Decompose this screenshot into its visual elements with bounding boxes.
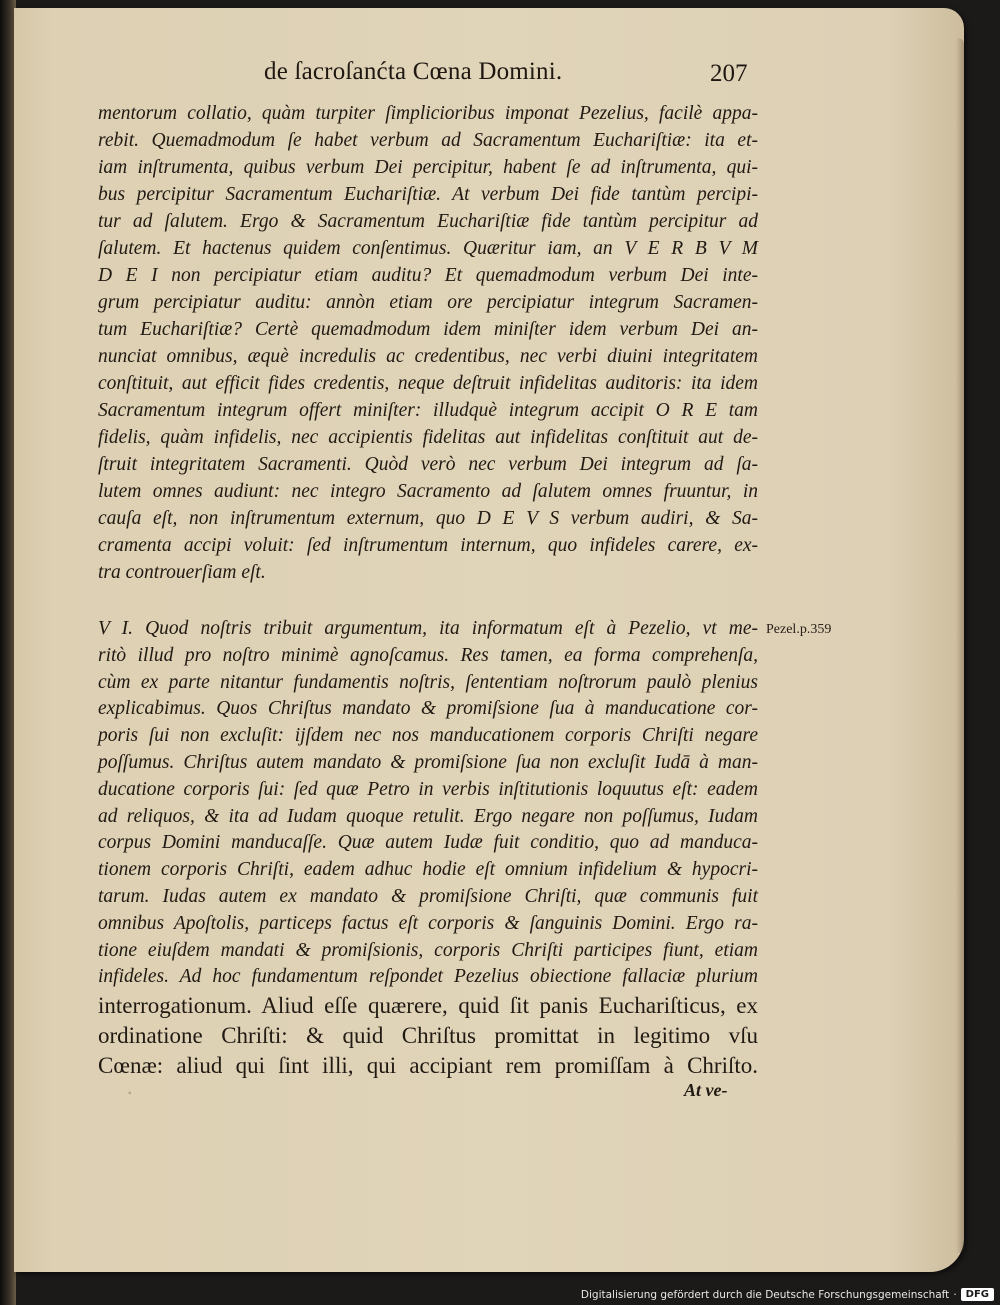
text-line: lutem omnes audiunt: nec integro Sacramento ad ſalutem omnes fruuntur, in	[98, 481, 758, 502]
text-line: ordinatione Chriſti: & quid Chriſtus promittat in legitimo vſu	[98, 1023, 758, 1049]
text-line: omnibus Apoſtolis, particeps factus eſt corporis & ſanguinis Domini. Ergo ra-	[98, 912, 758, 934]
text-line: ducatione corporis ſui: ſed quæ Petro in verbis inſtitutionis loquutus eſt: eadem	[98, 778, 758, 800]
text-line: bus percipitur Sacramentum Euchariſtiæ. At verbum Dei fide tantùm percipi-	[98, 184, 758, 205]
text-line: cùm ex parte nitantur fundamentis noſtris, ſententiam noſtrorum paulò plenius	[98, 671, 758, 693]
text-line: nunciat omnibus, æquè incredulis ac credentibus, nec verbi diuini integritatem	[98, 346, 758, 367]
running-head: de ſacroſanćta Cœna Domini.	[264, 58, 563, 85]
paragraph-1	[98, 100, 758, 586]
text-line: infideles. Ad hoc fundamentum reſpondet Pezelius obiectione fallaciæ plurium	[98, 966, 758, 988]
text-line: ritò illud pro noſtro minimè agnoſcamus. Res tamen, ea forma comprehenſa,	[98, 644, 758, 666]
text-line: Sacramentum integrum offert miniſter: illudquè integrum accipit O R E tam	[98, 400, 758, 421]
text-line: poris ſui non excluſit: ijſdem nec nos manducationem corporis Chriſti negare	[98, 725, 758, 747]
text-line: mentorum collatio, quàm turpiter ſimplicioribus imponat Pezelius, facilè appa-	[98, 103, 758, 124]
page-number: 207	[710, 60, 748, 87]
page-fore-edge	[956, 38, 964, 1253]
text-line: corpus Domini manducaſſe. Quæ autem Iudæ fuit conditio, quo ad manduca-	[98, 832, 758, 854]
paragraph-2	[98, 616, 758, 1081]
catchword: At ve-	[684, 1080, 728, 1100]
page-speck: ◦	[128, 1088, 132, 1099]
funding-text: Digitalisierung gefördert durch die Deutsche Forschungsgemeinschaft	[580, 1288, 950, 1301]
text-line: explicabimus. Quos Chriſtus mandato & promiſsione ſua à manducatione cor-	[98, 698, 758, 720]
dfg-logo: DFG	[961, 1288, 994, 1301]
text-line: ſtruit integritatem Sacramenti. Quòd verò nec verbum Dei integrum ad ſa-	[98, 454, 758, 475]
text-line: tarum. Iudas autem ex mandato & promiſsione Chriſti, quæ communis fuit	[98, 885, 758, 907]
text-line: tione eiuſdem mandati & promiſsionis, corporis Chriſti participes fiunt, etiam	[98, 939, 758, 961]
text-line: tra controuerſiam eſt.	[98, 562, 266, 583]
text-line: tionem corporis Chriſti, eadem adhuc hodie eſt omnium infidelium & hypocri-	[98, 859, 758, 881]
text-line: iam inſtrumenta, quibus verbum Dei percipitur, habent ſe ad inſtrumenta, qui-	[98, 157, 758, 178]
text-line: Cœnæ: aliud qui ſint illi, qui accipiant rem promiſſam à Chriſto.	[98, 1053, 758, 1079]
text-line: ad reliquos, & ita ad Iudam quoque retulit. Ergo negare non poſſumus, Iudam	[98, 805, 758, 827]
text-line: tur ad ſalutem. Ergo & Sacramentum Euchariſtiæ fide tantùm percipitur ad	[98, 211, 758, 232]
marginal-note: Pezel.p.359	[766, 622, 832, 637]
text-line: poſſumus. Chriſtus autem mandato & promiſsione ſua non excluſit Iudā à man-	[98, 751, 758, 773]
text-line: interrogationum. Aliud eſſe quærere, quid ſit panis Euchariſticus, ex	[98, 993, 758, 1019]
text-line: conſtituit, aut efficit fides credentis, neque deſtruit infidelitas auditoris: ita idem	[98, 373, 758, 394]
footer-separator: ·	[953, 1288, 957, 1301]
text-line: tum Euchariſtiæ? Certè quemadmodum idem miniſter idem verbum Dei an-	[98, 319, 758, 340]
text-line: cramenta accipi voluit: ſed inſtrumentum internum, quo infideles carere, ex-	[98, 535, 758, 556]
text-line: rebit. Quemadmodum ſe habet verbum ad Sacramentum Euchariſtiæ: ita et-	[98, 130, 758, 151]
text-line: ſalutem. Et hactenus quidem conſentimus. Quæritur iam, an V E R B V M	[98, 238, 758, 259]
text-line: cauſa eſt, non inſtrumentum externum, quo D E V S verbum audiri, & Sa-	[98, 508, 758, 529]
funding-footer	[581, 1288, 994, 1301]
text-line: V I. Quod noſtris tribuit argumentum, ita informatum eſt à Pezelio, vt me-	[98, 618, 758, 639]
text-line: grum percipiatur auditu: annòn etiam ore percipiatur integrum Sacramen-	[98, 292, 758, 313]
text-line: fidelis, quàm infidelis, nec accipientis fidelitas aut infidelitas conſtituit aut de-	[98, 427, 758, 448]
text-line: D E I non percipiatur etiam auditu? Et quemadmodum verbum Dei inte-	[98, 265, 758, 286]
